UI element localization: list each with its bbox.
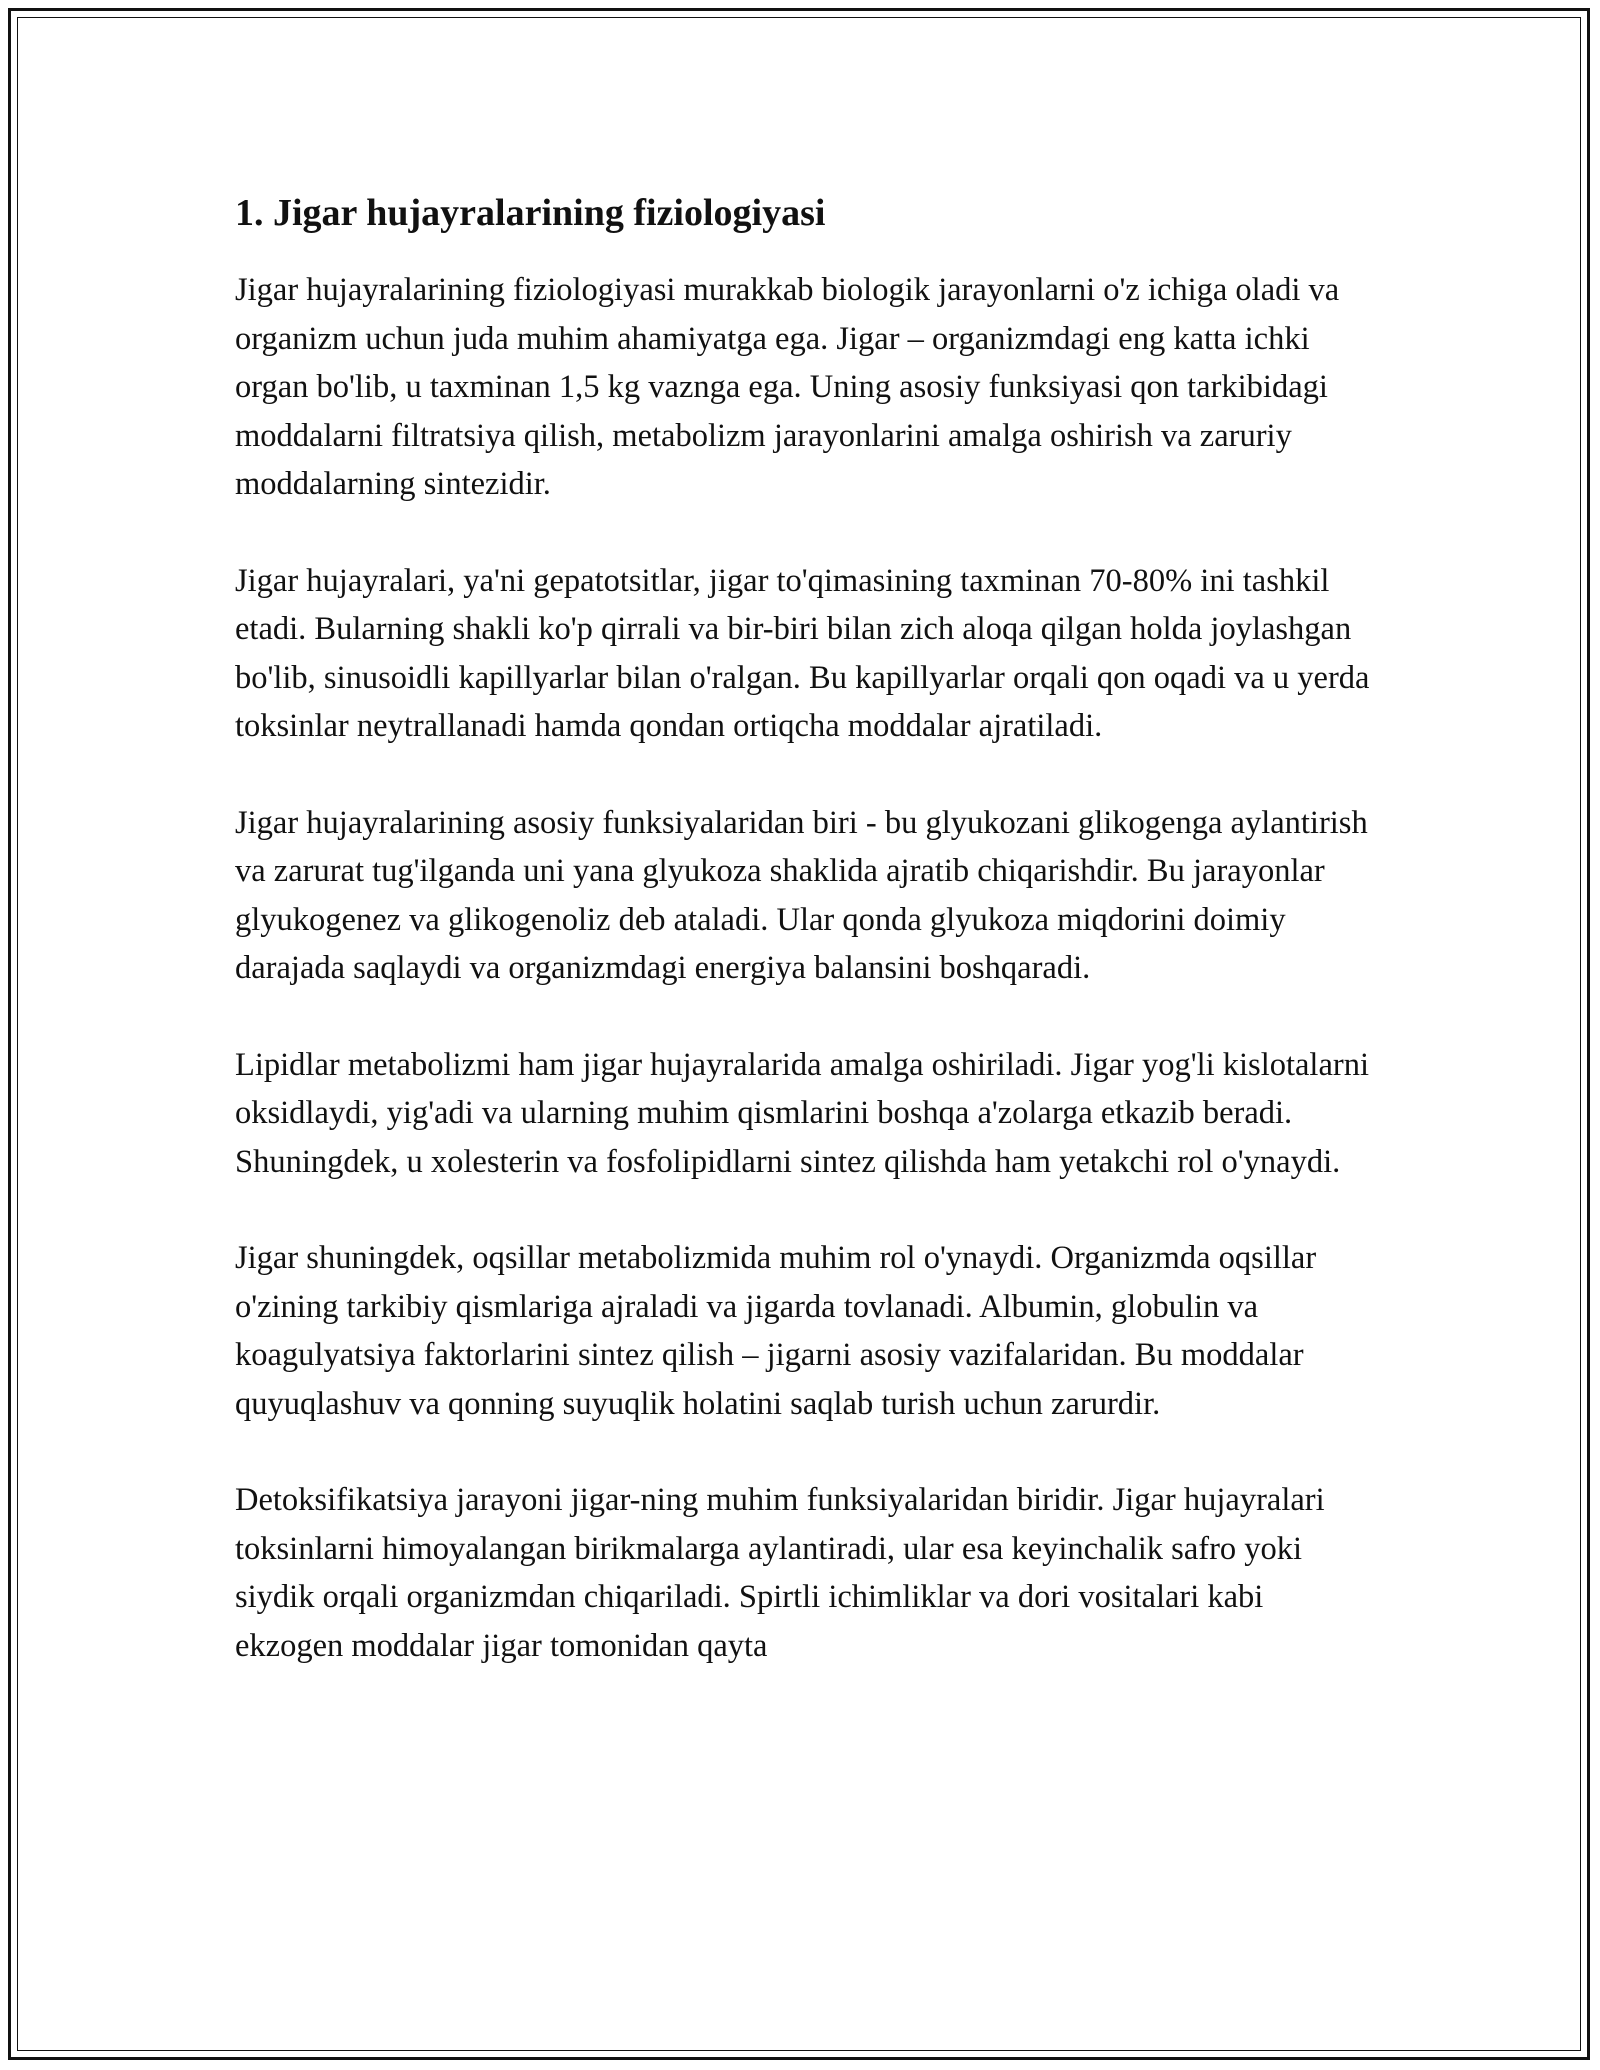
- paragraph-protein-metabolism: Jigar shuningdek, oqsillar metabolizmida muhim rol o'ynaydi. Organizmda oqsillar o'zining tarkibiy qismlariga ajraladi va jigarda tovlanadi. Albumin, globulin va koagulyatsiya faktorlarini sintez qilish – jigarni asosiy vazifalaridan. Bu moddalar quyuqlashuv va qonning suyuqlik holatini saqlab turish uchun zarurdir.: [235, 1240, 1317, 1422]
- section-heading: 1. Jigar hujayralarining fiziologiyasi: [235, 192, 826, 234]
- document-body: [235, 186, 1375, 1718]
- paragraph-hepatocytes: Jigar hujayralari, ya'ni gepatotsitlar, jigar to'qimasining taxminan 70-80% ini tashkil etadi. Bularning shakli ko'p qirrali va bir-biri bilan zich aloqa qilgan holda joylashgan bo'lib, sinusoidli kapillyarlar bilan o'ralgan. Bu kapillyarlar orqali qon oqadi va u yerda toksinlar neytrallanadi hamda qondan ortiqcha moddalar ajratiladi.: [235, 562, 1370, 744]
- paragraph-glucose-metabolism: Jigar hujayralarining asosiy funksiyalaridan biri - bu glyukozani glikogenga aylantirish va zarurat tug'ilganda uni yana glyukoza shaklida ajratib chiqarishdir. Bu jarayonlar glyukogenez va glikogenoliz deb ataladi. Ular qonda glyukoza miqdorini doimiy darajada saqlaydi va organizmdagi energiya balansini boshqaradi.: [235, 804, 1368, 986]
- paragraph-liver-overview: Jigar hujayralarining fiziologiyasi murakkab biologik jarayonlarni o'z ichiga oladi va organizm uchun juda muhim ahamiyatga ega. Jigar – organizmdagi eng katta ichki organ bo'lib, u taxminan 1,5 kg vaznga ega. Uning asosiy funksiyasi qon tarkibidagi moddalarni filtratsiya qilish, metabolizm jarayonlarini amalga oshirish va zaruriy moddalarning sintezidir.: [235, 272, 1340, 502]
- paragraph-lipid-metabolism: Lipidlar metabolizmi ham jigar hujayralarida amalga oshiriladi. Jigar yog'li kislotalarni oksidlaydi, yig'adi va ularning muhim qismlarini boshqa a'zolarga etkazib beradi. Shuningdek, u xolesterin va fosfolipidlarni sintez qilishda ham yetakchi rol o'ynaydi.: [235, 1046, 1369, 1180]
- paragraph-detoxification: Detoksifikatsiya jarayoni jigar-ning muhim funksiyalaridan biridir. Jigar hujayralari toksinlarni himoyalangan birikmalarga aylantiradi, ular esa keyinchalik safro yoki siydik orqali organizmdan chiqariladi. Spirtli ichimliklar va dori vositalari kabi ekzogen moddalar jigar tomonidan qayta: [235, 1482, 1325, 1664]
